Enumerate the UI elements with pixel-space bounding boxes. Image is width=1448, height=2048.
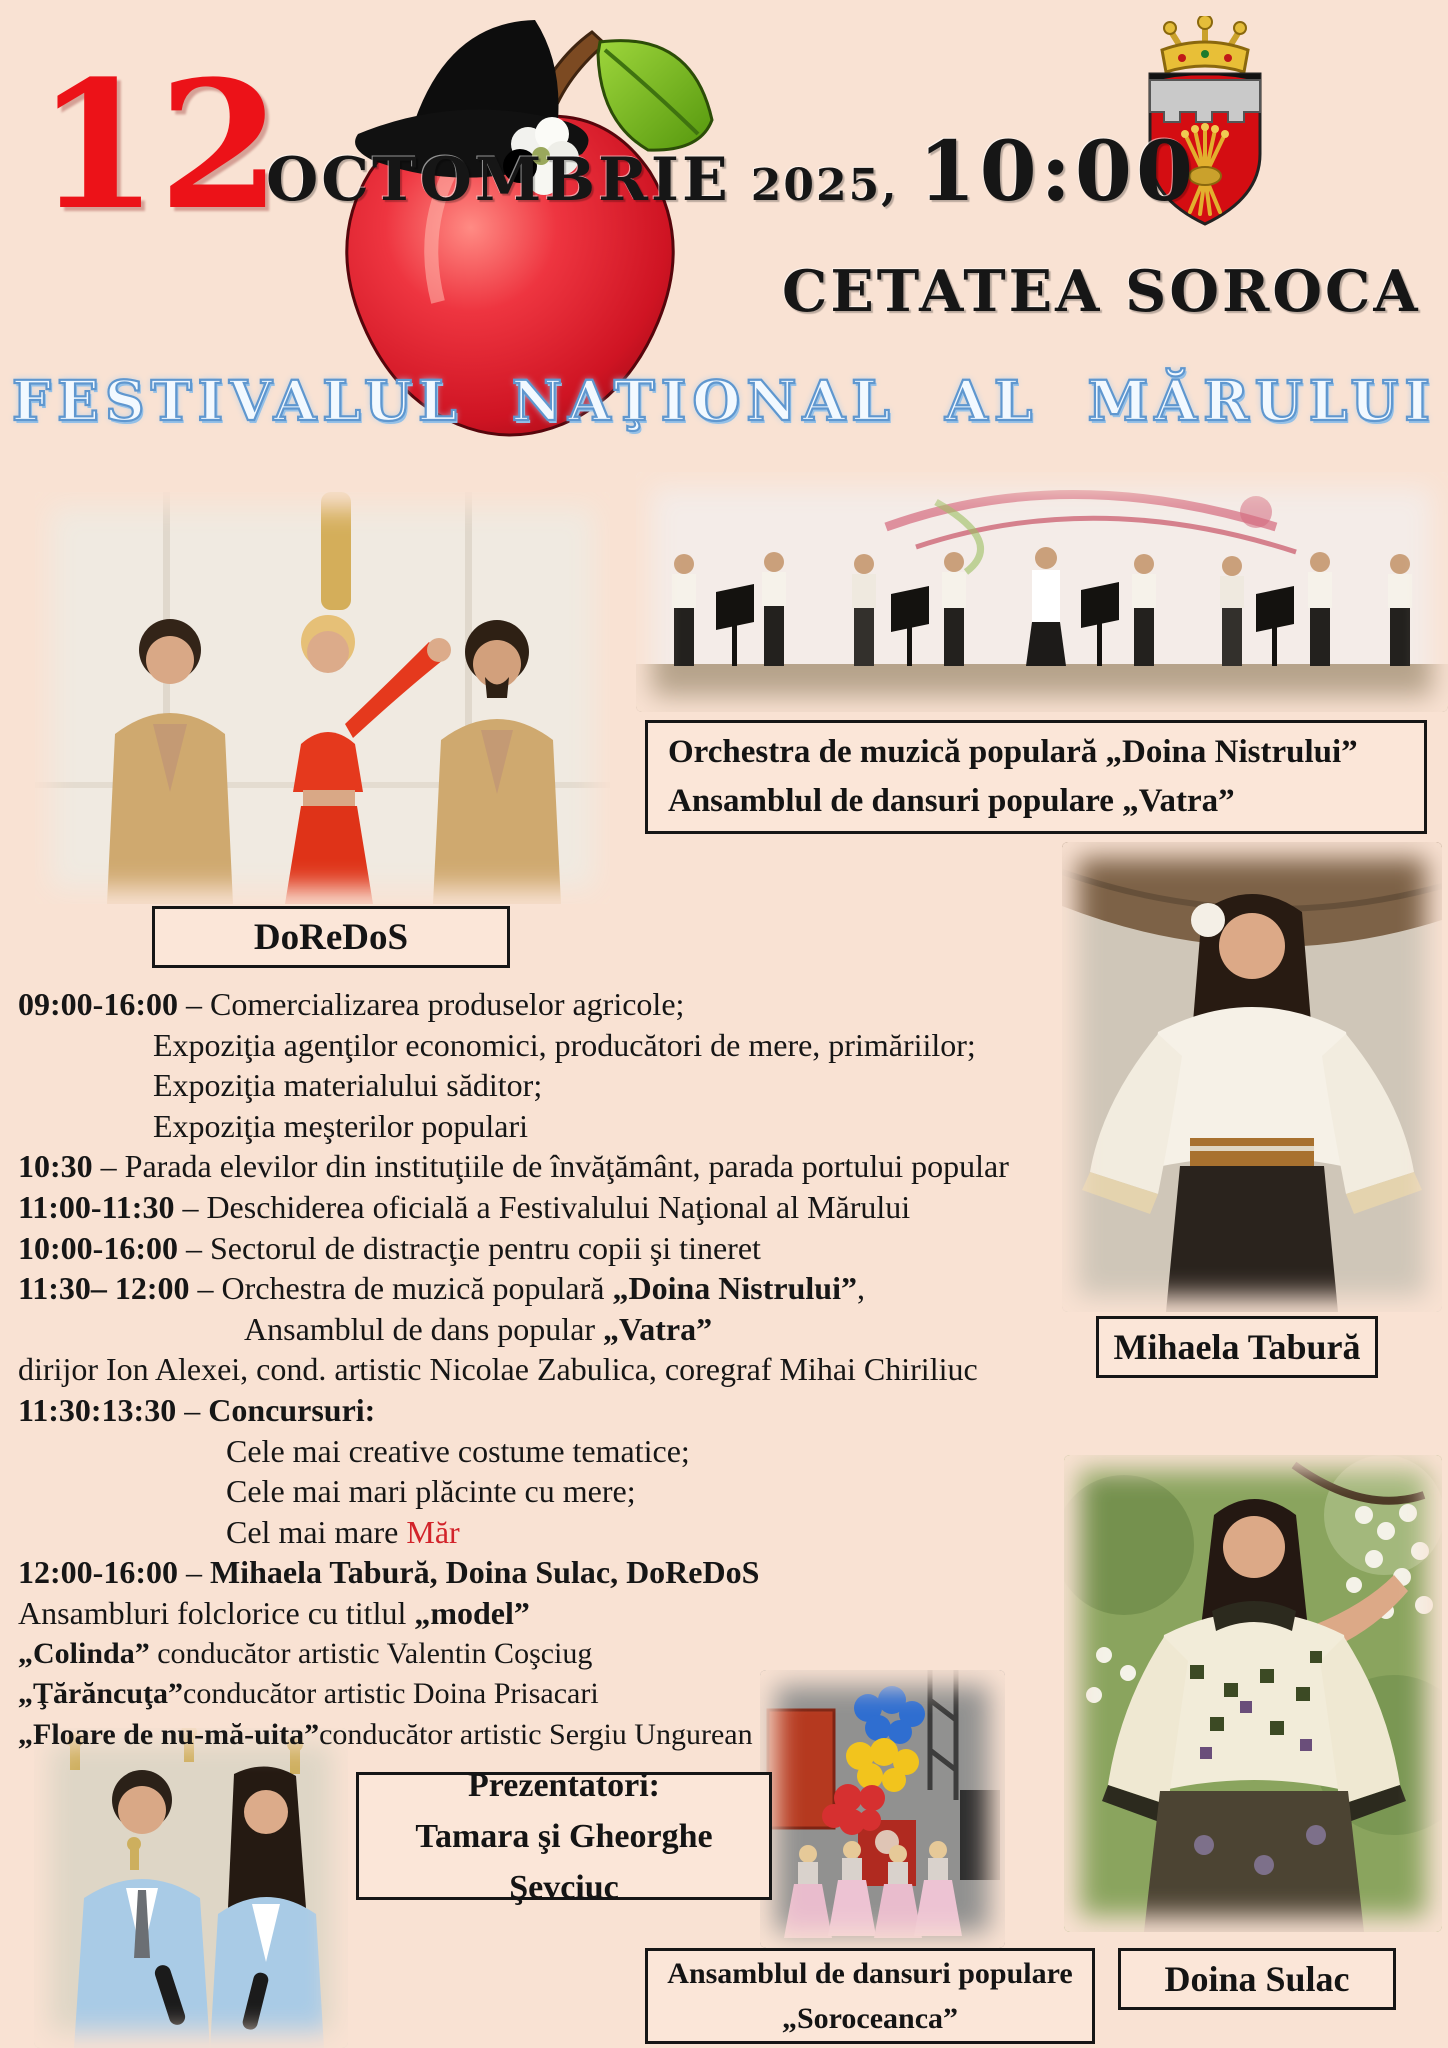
mihaela-caption-text: Mihaela Tabură <box>1113 1327 1361 1367</box>
schedule-line: Cele mai creative costume tematice; <box>226 1432 690 1469</box>
schedule-line: „Colinda” conducător artistic Valentin Coşciug <box>18 1636 593 1670</box>
day-number: 12 <box>36 42 281 249</box>
presenters-caption-line1: Prezentatori: <box>468 1766 660 1804</box>
schedule-line: Expoziţia materialului săditor; <box>153 1067 543 1104</box>
schedule-line: Expoziţia meşterilor populari <box>153 1107 528 1144</box>
schedule-line: Expoziţia agenţilor economici, producători de mere, primăriilor; <box>153 1026 976 1063</box>
soroceanca-caption <box>645 1948 1095 2044</box>
schedule-line: Ansambluri folclorice cu titlul „model” <box>18 1594 530 1631</box>
page-title: FESTIVALUL NAŢIONAL AL MĂRULUI <box>11 368 1437 433</box>
doina-caption-text: Doina Sulac <box>1164 1959 1350 1999</box>
year-text: 2025, <box>750 160 899 211</box>
schedule-line: 10:00-16:00 – Sectorul de distracţie pentru copii şi tineret <box>18 1229 761 1266</box>
orchestra-caption-line1: Orchestra de muzică populară „Doina Nistrului” <box>668 733 1358 770</box>
date-row <box>266 124 1197 220</box>
venue-text: CETATEA SOROCA <box>782 258 1421 325</box>
schedule-line: 11:00-11:30 – Deschiderea oficială a Festivalului Naţional al Mărului <box>18 1188 911 1225</box>
schedule-line: 12:00-16:00 – Mihaela Tabură, Doina Sulac, DoReDoS <box>18 1554 760 1591</box>
mihaela-tabura-caption <box>1096 1316 1378 1378</box>
doredos-caption <box>152 906 510 968</box>
time-text: 10:00 <box>918 124 1198 220</box>
orchestra-caption-line2: Ansamblul de dansuri populare „Vatra” <box>668 783 1235 819</box>
schedule-line: Cel mai mare Măr <box>226 1513 460 1550</box>
schedule-line: „Floare de nu-mă-uita”conducător artistic Sergiu Ungurean <box>18 1717 753 1751</box>
doredos-photo <box>35 492 610 904</box>
presenters-caption-line2: Tamara şi Gheorghe Şevciuc <box>415 1817 713 1906</box>
presenters-caption <box>356 1766 772 1906</box>
soroceanca-caption-line1: Ansamblul de dansuri populare <box>667 1957 1073 1990</box>
soroceanca-caption-line2: „Soroceanca” <box>781 2002 959 2035</box>
orchestra-caption <box>645 720 1427 834</box>
schedule-line: 11:30– 12:00 – Orchestra de muzică populară „Doina Nistrului”, <box>18 1270 865 1307</box>
schedule-line: „Ţărăncuţa”conducător artistic Doina Prisacari <box>18 1677 599 1711</box>
month-text: OCTOMBRIE <box>266 145 731 215</box>
orchestra-photo <box>636 472 1448 712</box>
schedule-line: Ansamblul de dans popular „Vatra” <box>244 1310 713 1347</box>
schedule-line: 09:00-16:00 – Comercializarea produselor agricole; <box>18 986 685 1022</box>
schedule-line: Cele mai mari plăcinte cu mere; <box>226 1473 636 1510</box>
schedule-line: 11:30:13:30 – Concursuri: <box>18 1391 376 1428</box>
schedule-line: dirijor Ion Alexei, cond. artistic Nicolae Zabulica, coregraf Mihai Chiriliuc <box>18 1351 978 1388</box>
schedule-line: 10:30 – Parada elevilor din instituţiile de învăţământ, parada portului popular <box>18 1148 1009 1185</box>
doredos-caption-text: DoReDoS <box>253 916 409 958</box>
presenters-photo <box>34 1728 348 2048</box>
doina-sulac-caption <box>1118 1948 1396 2010</box>
